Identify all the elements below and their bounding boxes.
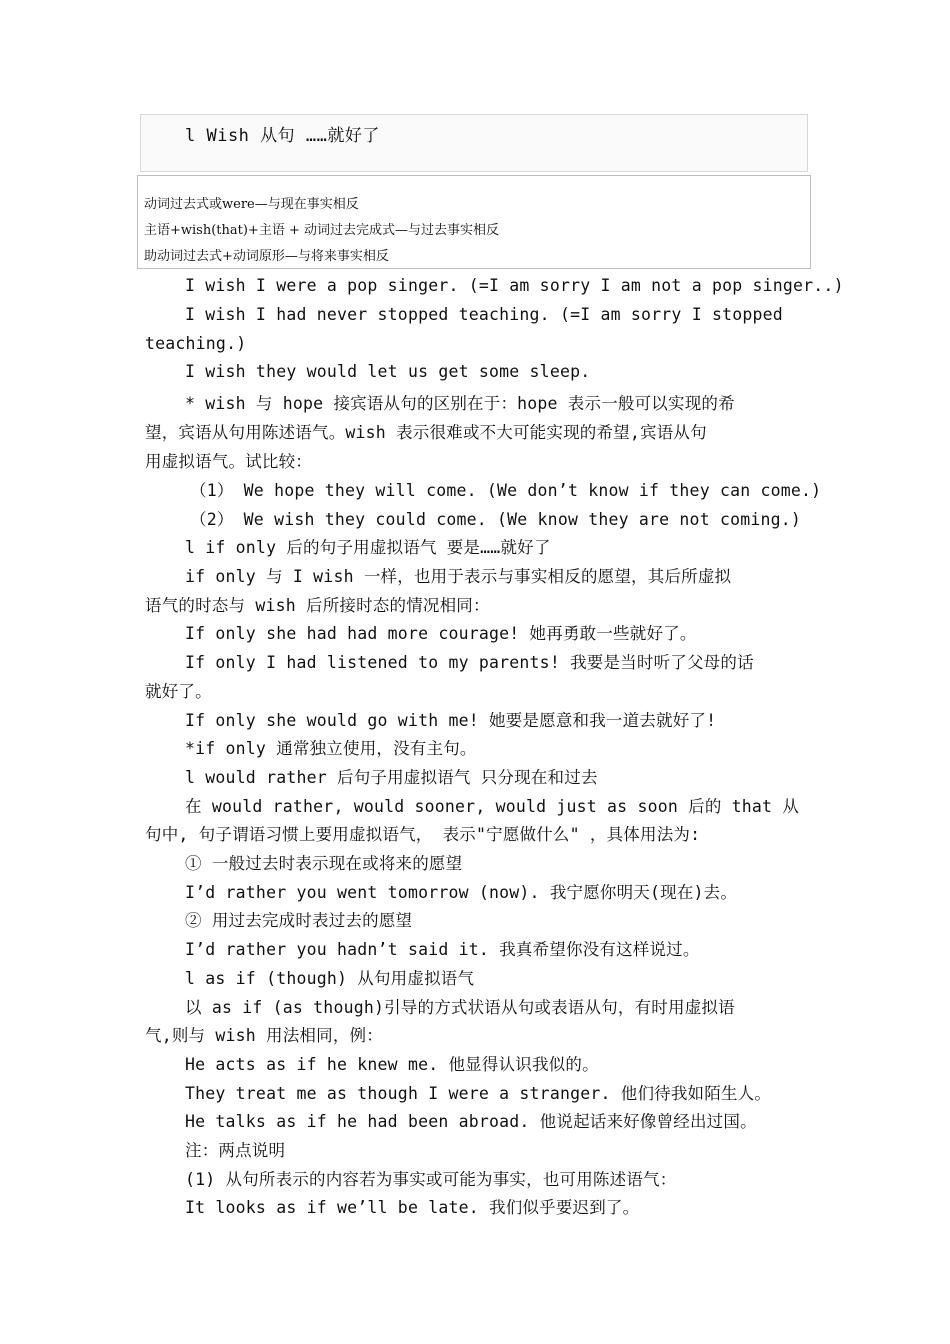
example-line: He talks as if he had been abroad. 他说起话来好像曾经出过国。: [185, 1112, 757, 1131]
comparison-line: （2） We wish they could come. (We know they are not coming.): [190, 510, 802, 529]
formula-line-present: 动词过去式或were—与现在事实相反: [144, 197, 359, 212]
example-line: They treat me as though I were a stranger. 他们待我如陌生人。: [185, 1084, 772, 1103]
formula-table: [137, 175, 811, 269]
note-line: *if only 通常独立使用，没有主句。: [185, 739, 477, 758]
paragraph-line: if only 与 I wish 一样，也用于表示与事实相反的愿望，其后所虚拟: [185, 567, 732, 586]
section-heading: l as if (though) 从句用虚拟语气: [185, 969, 475, 988]
example-line: 就好了。: [145, 682, 212, 701]
paragraph-line: 句中, 句子谓语习惯上要用虚拟语气， 表示"宁愿做什么" ，具体用法为:: [145, 825, 701, 844]
example-line: If only I had listened to my parents! 我要是当时听了父母的话: [185, 653, 754, 672]
paragraph-line: 以 as if (as though)引导的方式状语从句或表语从句，有时用虚拟语: [185, 998, 735, 1017]
example-line: It looks as if we’ll be late. 我们似乎要迟到了。: [185, 1198, 640, 1217]
note-line: 望，宾语从句用陈述语气。wish 表示很难或不大可能实现的希望,宾语从句: [145, 423, 707, 442]
example-line: If only she would go with me! 她要是愿意和我一道去就好了!: [185, 711, 717, 730]
example-line: I’d rather you went tomorrow (now). 我宁愿你明天(现在)去。: [185, 883, 738, 902]
example-line: I wish I were a pop singer. (=I am sorry I am not a pop singer..): [185, 276, 844, 295]
formula-line-future: 助动词过去式+动词原形—与将来事实相反: [144, 249, 389, 264]
formula-line-past: 主语+wish(that)+主语 + 动词过去完成式—与过去事实相反: [144, 223, 499, 238]
note-line: * wish 与 hope 接宾语从句的区别在于：hope 表示一般可以实现的希: [185, 394, 735, 413]
example-line: If only she had had more courage! 她再勇敢一些就好了。: [185, 624, 697, 643]
note-heading: 注：两点说明: [185, 1141, 286, 1160]
usage-line: ② 用过去完成时表过去的愿望: [185, 911, 413, 930]
comparison-line: （1） We hope they will come. (We don’t know if they can come.): [190, 481, 822, 500]
example-line: teaching.): [145, 334, 247, 353]
section-title: l Wish 从句 ……就好了: [185, 126, 380, 146]
example-line: He acts as if he knew me. 他显得认识我似的。: [185, 1055, 599, 1074]
paragraph-line: 气,则与 wish 用法相同，例：: [145, 1026, 383, 1045]
note-line: (1) 从句所表示的内容若为事实或可能为事实，也可用陈述语气：: [185, 1170, 677, 1189]
note-line: 用虚拟语气。试比较：: [145, 452, 312, 471]
section-heading: l if only 后的句子用虚拟语气 要是……就好了: [185, 538, 551, 557]
example-line: I wish I had never stopped teaching. (=I am sorry I stopped: [185, 305, 783, 324]
section-header-box: [140, 114, 808, 172]
paragraph-line: 语气的时态与 wish 后所接时态的情况相同：: [145, 596, 490, 615]
section-heading: l would rather 后句子用虚拟语气 只分现在和过去: [185, 768, 598, 787]
paragraph-line: 在 would rather, would sooner, would just as soon 后的 that 从: [185, 797, 800, 816]
example-line: I’d rather you hadn’t said it. 我真希望你没有这样说过。: [185, 940, 700, 959]
example-line: I wish they would let us get some sleep.: [185, 362, 591, 381]
usage-line: ① 一般过去时表示现在或将来的愿望: [185, 854, 463, 873]
